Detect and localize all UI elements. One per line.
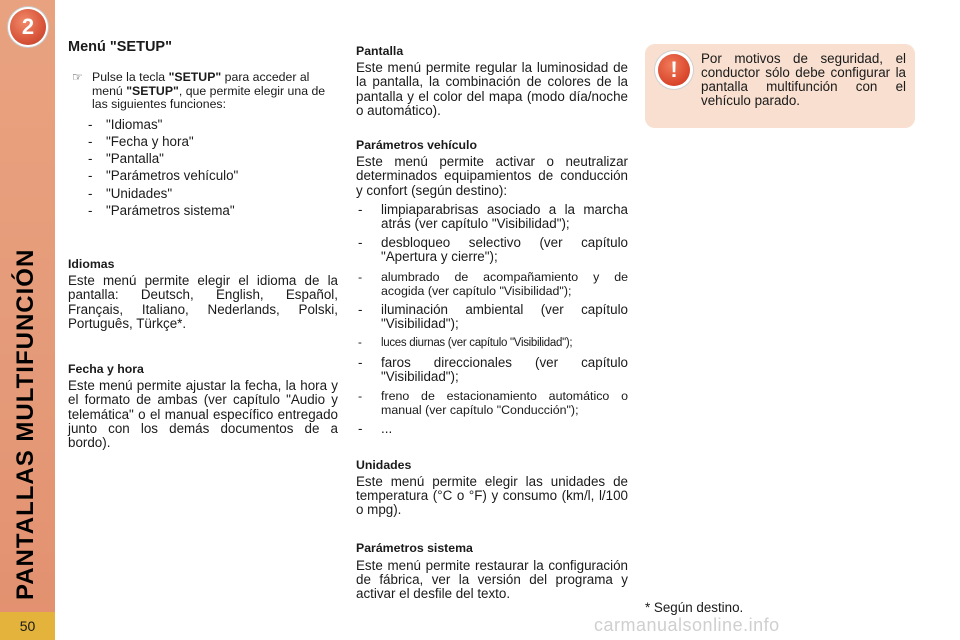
list-item: - luces diurnas (ver capítulo "Visibilidad");	[356, 336, 628, 350]
section-title: Parámetros vehículo	[356, 138, 477, 153]
section-text: Este menú permite elegir las unidades de temperatura (°C o °F) y consumo (km/l, l/100 o mpg).	[356, 473, 628, 518]
watermark: carmanualsonline.info	[594, 615, 780, 635]
intro-text-1: Pulse la tecla	[92, 70, 169, 85]
footnote: * Según destino.	[645, 600, 744, 615]
section-sistema	[356, 541, 628, 601]
section-text: Este menú permite activar o neutralizar determinados equipamientos de conducción y confort (según destino):	[356, 154, 628, 198]
list-item: - "Parámetros sistema"	[88, 204, 338, 218]
section-title: Idiomas	[68, 256, 115, 271]
list-item: - "Idiomas"	[88, 118, 338, 132]
section-fecha	[68, 362, 338, 450]
list-item: - ...	[356, 422, 628, 436]
setup-key-1: "SETUP"	[168, 70, 222, 85]
section-title: Unidades	[356, 457, 412, 472]
section-text: Este menú permite elegir el idioma de la pantalla: Deutsch, English, Español, Français, Italiano, Nederlands, Polski, Português, Türkçe*.	[68, 273, 338, 331]
list-item: - freno de estacionamiento automático o manual (ver capítulo "Conducción");	[356, 389, 628, 417]
menu-title: Menú "SETUP"	[68, 39, 172, 55]
section-title: Fecha y hora	[68, 361, 144, 376]
setup-key-2: "SETUP"	[126, 83, 179, 98]
function-list	[88, 118, 338, 218]
list-item: - "Fecha y hora"	[88, 135, 338, 149]
section-vehiculo	[356, 138, 628, 437]
section-idiomas	[68, 257, 338, 331]
pointing-hand-icon: ☞	[72, 70, 83, 85]
section-unidades	[356, 458, 628, 518]
section-pantalla	[356, 44, 628, 118]
intro-text-3: , que permite elegir una de las siguientes funciones:	[92, 83, 326, 112]
section-text: Este menú permite regular la luminosidad de la pantalla, la combinación de colores de la pantalla y el color del mapa (modo día/noche o automático).	[356, 60, 628, 118]
intro-text-2: para acceder al menú	[92, 70, 310, 98]
left-column	[68, 40, 338, 450]
warning-text: Por motivos de seguridad, el conductor sólo debe configurar la pantalla multifunción con el vehículo parado.	[701, 51, 906, 108]
list-item: - iluminación ambiental (ver capítulo "Visibilidad");	[356, 303, 628, 331]
list-item: - alumbrado de acompañamiento y de acogida (ver capítulo "Visibilidad");	[356, 270, 628, 298]
intro-instruction	[68, 71, 338, 112]
list-item: - desbloqueo selectivo (ver capítulo "Apertura y cierre");	[356, 236, 628, 264]
list-item: - limpiaparabrisas asociado a la marcha atrás (ver capítulo "Visibilidad");	[356, 203, 628, 231]
warning-icon: !	[658, 54, 690, 86]
chapter-title: PANTALLAS MULTIFUNCIÓN	[12, 248, 39, 600]
list-item: - "Parámetros vehículo"	[88, 169, 338, 183]
section-title: Pantalla	[356, 44, 404, 58]
middle-column	[356, 44, 628, 601]
safety-warning-box	[645, 44, 915, 128]
chapter-number-badge: 2	[10, 9, 46, 45]
vehicle-options-list	[356, 203, 628, 437]
list-item: - "Unidades"	[88, 187, 338, 201]
list-item: - faros direccionales (ver capítulo "Visibilidad");	[356, 356, 628, 384]
section-text: Este menú permite restaurar la configuración de fábrica, ver la versión del programa y activar el desfile del texto.	[356, 557, 628, 602]
section-title: Parámetros sistema	[356, 541, 473, 556]
list-item: - "Pantalla"	[88, 152, 338, 166]
section-text: Este menú permite ajustar la fecha, la hora y el formato de ambas (ver capítulo "Audio y telemática" o el manual específico entregado junto con los demás documentos de a bordo).	[68, 378, 338, 450]
page-number: 50	[0, 612, 55, 640]
chapter-sidebar	[0, 0, 55, 640]
